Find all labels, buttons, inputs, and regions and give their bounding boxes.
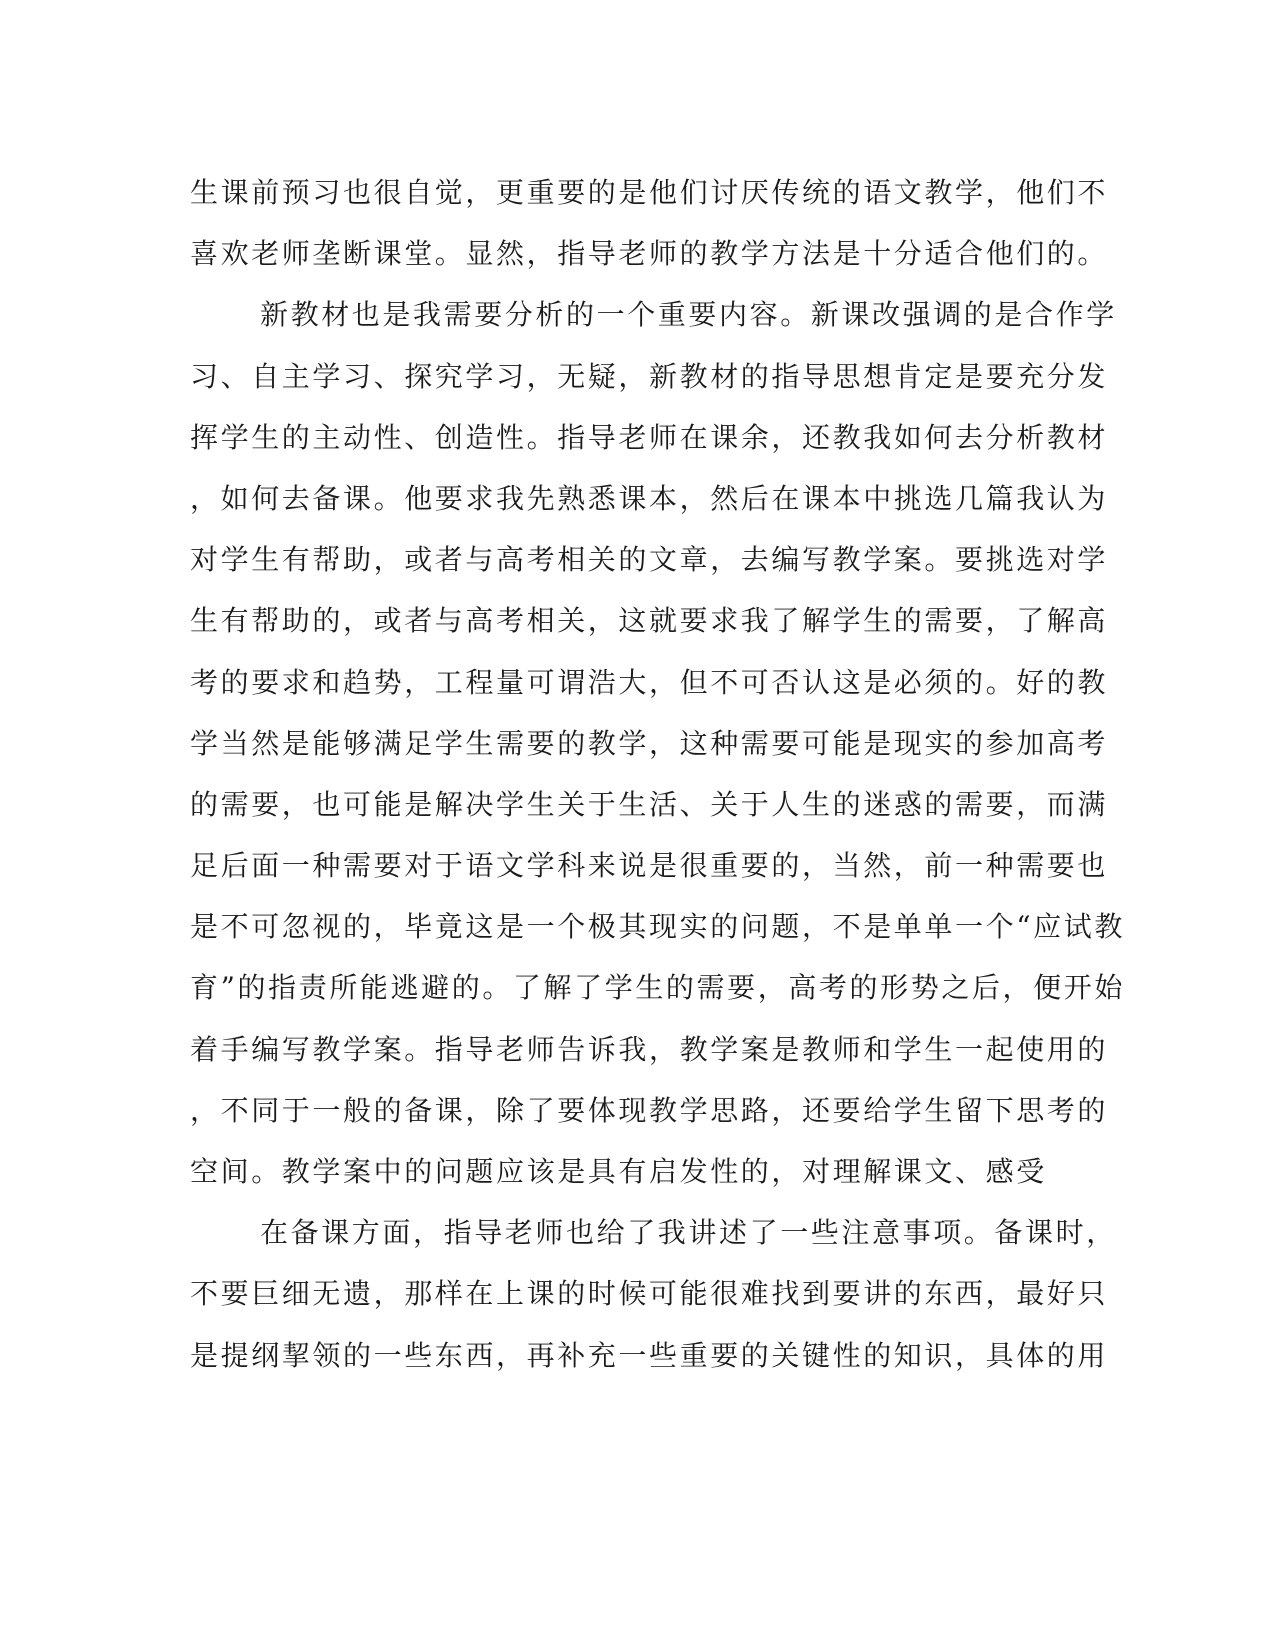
text-line: 学当然是能够满足学生需要的教学，这种需要可能是现实的参加高考: [190, 726, 1109, 760]
text-line: 对学生有帮助，或者与高考相关的文章，去编写教学案。要挑选对学: [190, 543, 1109, 577]
text-line: 着手编写教学案。指导老师告诉我，教学案是教师和学生一起使用的: [190, 1032, 1109, 1066]
text-line: ，如何去备课。他要求我先熟悉课本，然后在课本中挑选几篇我认为: [190, 481, 1109, 515]
text-line: 是不可忽视的，毕竟这是一个极其现实的问题，不是单单一个“应试教: [190, 910, 1125, 944]
text-line: 不要巨细无遗，那样在上课的时候可能很难找到要讲的东西，最好只: [190, 1277, 1109, 1311]
text-line: 生有帮助的，或者与高考相关，这就要求我了解学生的需要，了解高: [190, 604, 1109, 638]
text-line: 是提纲挈领的一些东西，再补充一些重要的关键性的知识，具体的用: [190, 1338, 1109, 1372]
text-line: 空间。教学案中的问题应该是具有启发性的，对理解课文、感受: [190, 1155, 1047, 1188]
text-line: 生课前预习也很自觉，更重要的是他们讨厌传统的语文教学，他们不: [190, 176, 1109, 209]
text-line: 的需要，也可能是解决学生关于生活、关于人生的迷惑的需要，而满: [190, 787, 1109, 821]
text-line: 习、自主学习、探究学习，无疑，新教材的指导思想肯定是要充分发: [190, 359, 1109, 393]
text-line: 挥学生的主动性、创造性。指导老师在课余，还教我如何去分析教材: [190, 420, 1109, 454]
paragraph-start-line: 在备课方面，指导老师也给了我讲述了一些注意事项。备课时，: [260, 1216, 1117, 1250]
text-line: 考的要求和趋势，工程量可谓浩大，但不可否认这是必须的。好的教: [190, 665, 1109, 699]
text-line: ，不同于一般的备课，除了要体现教学思路，还要给学生留下思考的: [190, 1093, 1109, 1127]
body-text: [190, 162, 1125, 1386]
text-line: 足后面一种需要对于语文学科来说是很重要的，当然，前一种需要也: [190, 849, 1109, 883]
paragraph-start-line: 新教材也是我需要分析的一个重要内容。新课改强调的是合作学: [260, 298, 1117, 332]
text-line: 喜欢老师垄断课堂。显然，指导老师的教学方法是十分适合他们的。: [190, 237, 1109, 271]
text-line: 育”的指责所能逃避的。了解了学生的需要，高考的形势之后，便开始: [190, 971, 1125, 1005]
